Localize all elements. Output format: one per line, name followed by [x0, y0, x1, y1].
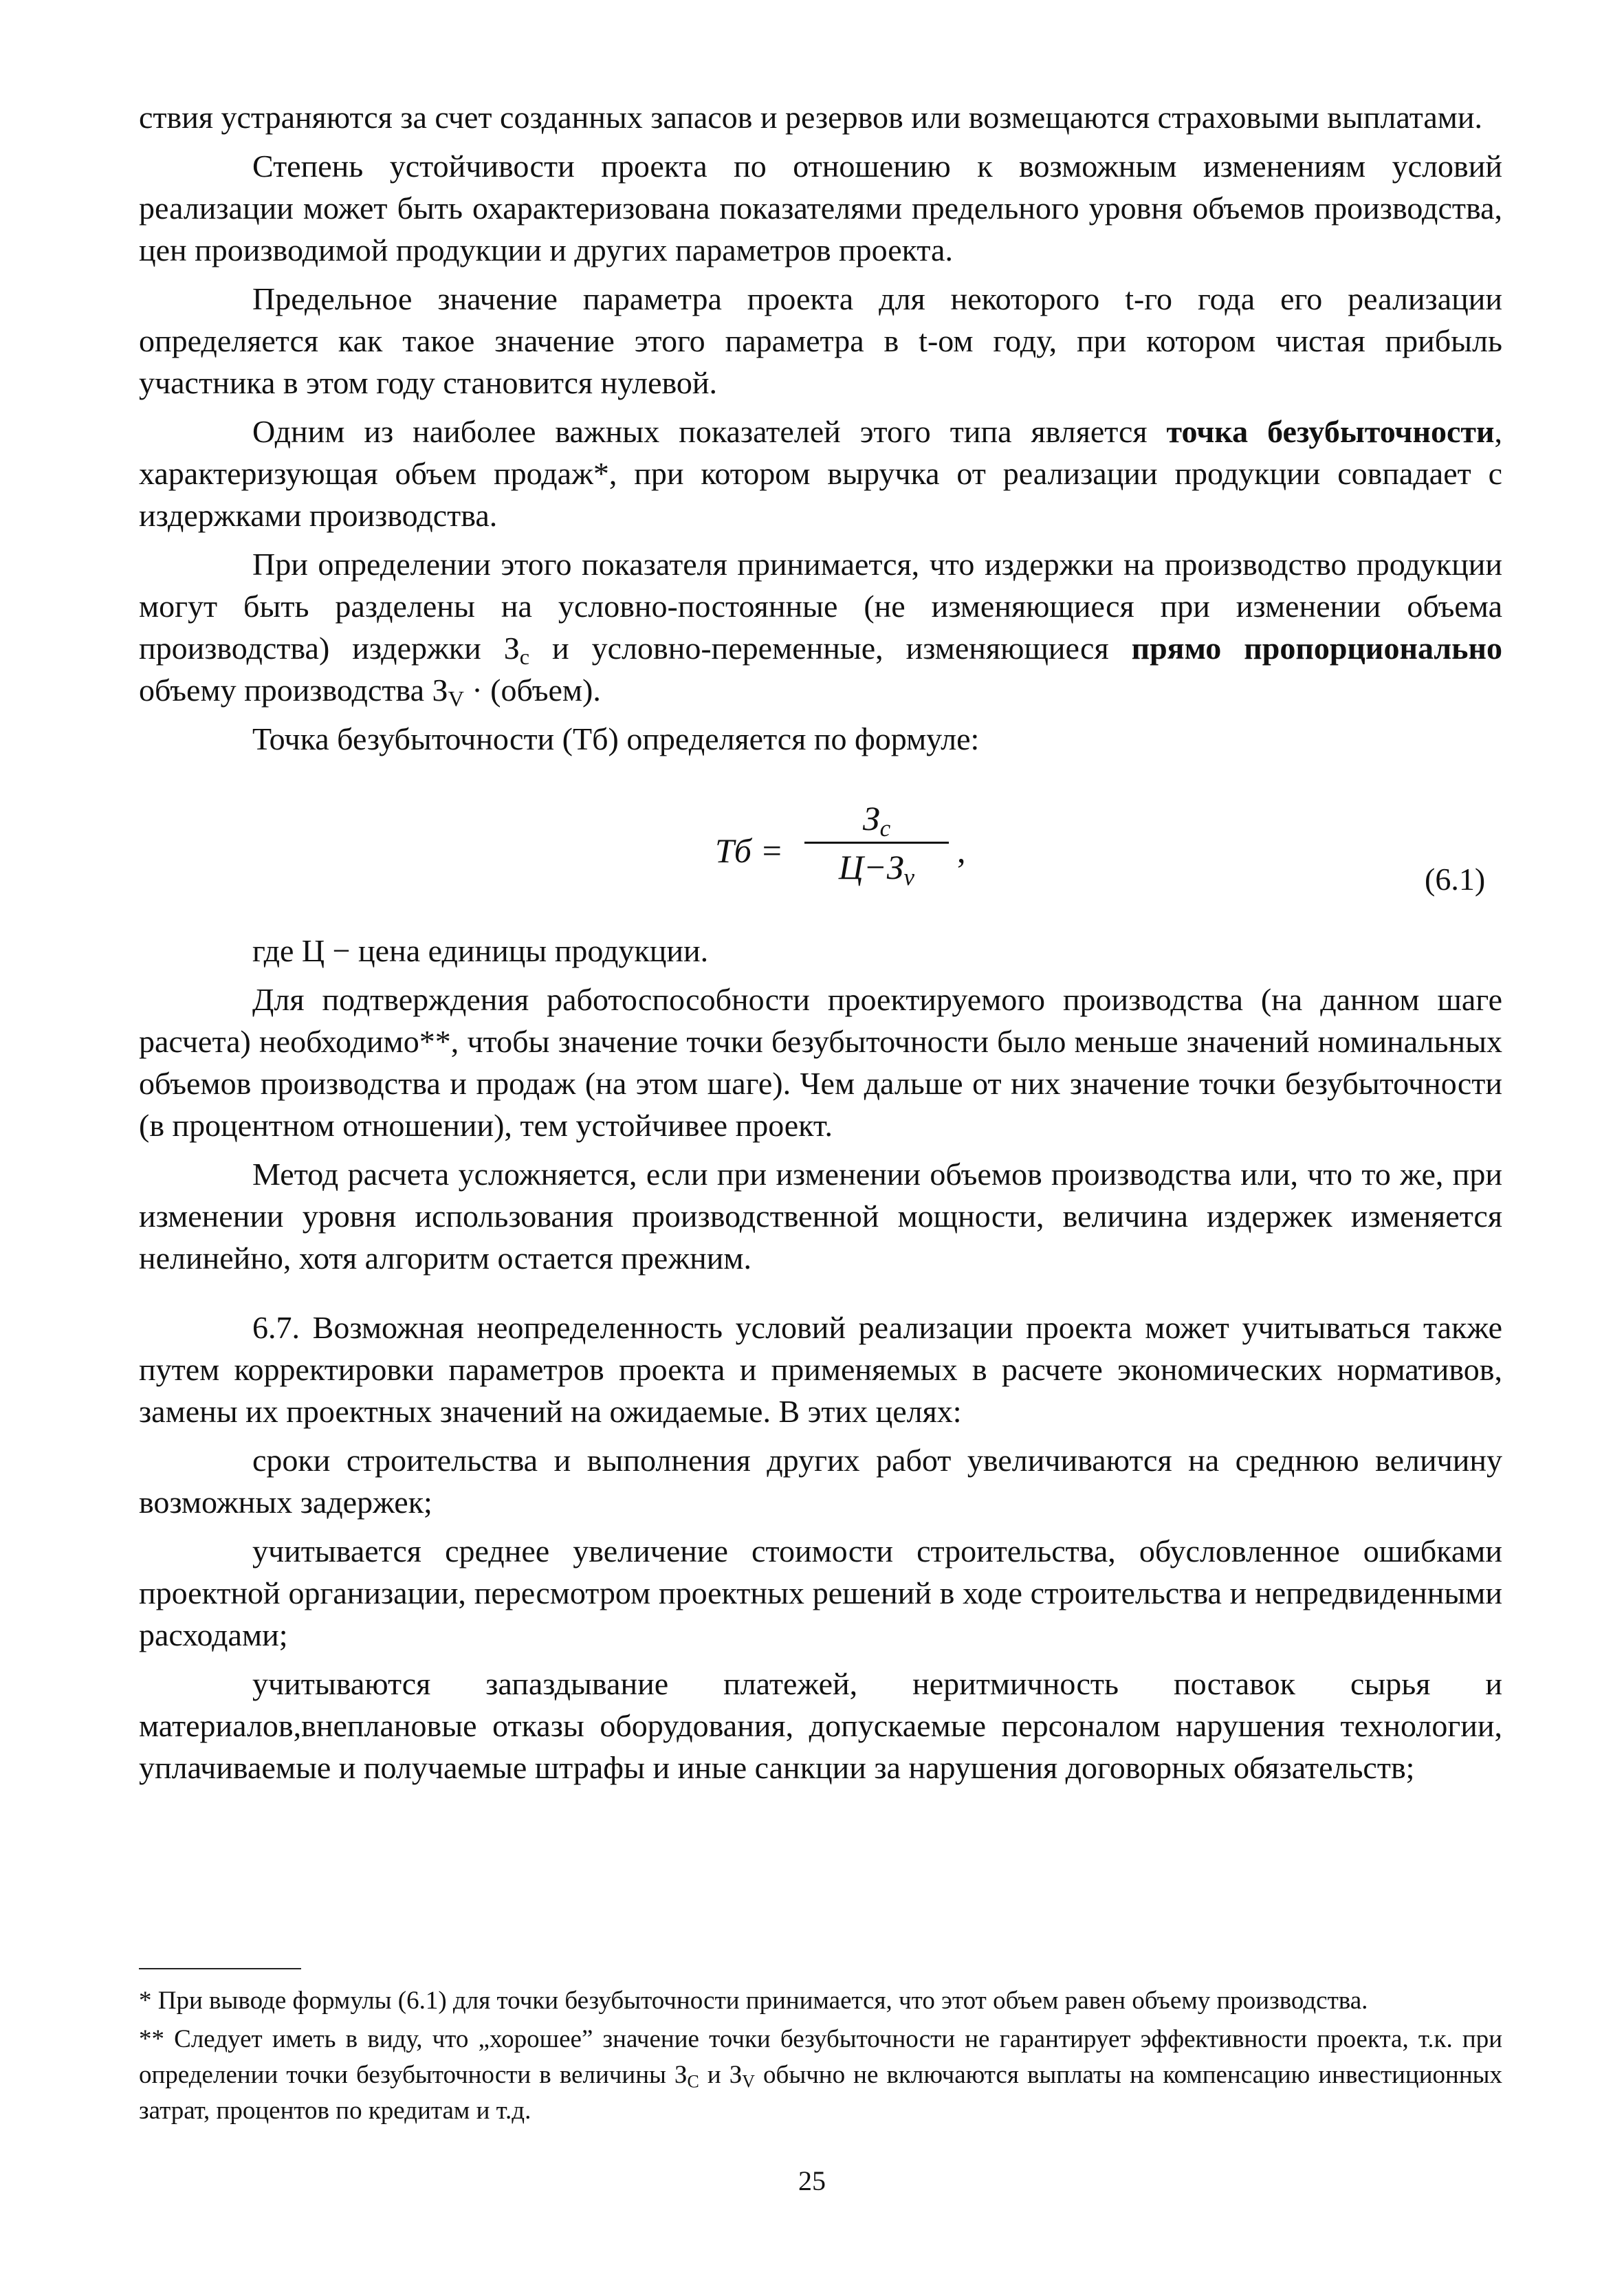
- section-6-7: 6.7. Возможная неопределенность условий реализации проекта может учитываться также путем корректировки параметров проекта и применяемых в расчете экономических нормативов, замены их проектных значений на ожидаемые. В этих целях:: [139, 1310, 1502, 1429]
- text-run: , характеризующая объем продаж*, при котором выручка от реализации продукции совпадает с издержками производства.: [139, 414, 1502, 533]
- footnote-divider: [139, 1968, 301, 1969]
- paragraph-confirmation: Для подтверждения работоспособности проектируемого производства (на данном шаге расчета) необходимо**, чтобы значение точки безубыточности было меньше значений номинальных объемов производства и продаж (на этом шаге). Чем дальше от них значение точки безубыточности (в процентном отношении), тем устойчивее проект.: [139, 982, 1502, 1143]
- subscript: c: [519, 644, 530, 670]
- paragraph-stability: Степень устойчивости проекта по отношению к возможным изменениям условий реализации может быть охарактеризована показателями предельного уровня объемов производства, цен производимой продукции и других параметров проекта.: [139, 149, 1502, 267]
- formula-denominator-text: Ц−З: [838, 848, 904, 886]
- subscript: С: [687, 2071, 699, 2092]
- fraction-bar: [804, 842, 949, 844]
- equation-number: (6.1): [1425, 862, 1486, 897]
- formula-denominator: [804, 846, 949, 888]
- text-run: и условно-переменные, изменяющиеся: [529, 631, 1132, 666]
- body-text-bottom: [139, 930, 1502, 1789]
- formula-numerator: [804, 798, 949, 842]
- paragraph-continuation: ствия устраняются за счет созданных запасов и резервов или возмещаются страховыми выплатами.: [139, 100, 1483, 135]
- bold-term: точка безубыточности: [1166, 414, 1495, 449]
- paragraph-price-definition: где Ц − цена единицы продукции.: [252, 933, 709, 968]
- text-run: и З: [699, 2061, 743, 2089]
- formula-numerator-sub: c: [879, 814, 891, 842]
- formula-denominator-sub: v: [903, 863, 915, 890]
- footnote-2: [139, 2022, 1502, 2129]
- text-run: объему производства З: [139, 673, 448, 708]
- formula-numerator-text: З: [862, 799, 880, 838]
- formula-comma: ,: [957, 831, 966, 870]
- footnote-1: * При выводе формулы (6.1) для точки безубыточности принимается, что этот объем равен объему производства.: [139, 1987, 1368, 2015]
- subscript: V: [448, 686, 464, 712]
- list-item: учитываются запаздывание платежей, неритмичность поставок сырья и материалов,внеплановые отказы оборудования, допускаемые персоналом нарушения технологии, уплачиваемые и получаемые штрафы и иные санкции за нарушения договорных обязательств;: [139, 1666, 1502, 1785]
- list-item: сроки строительства и выполнения других работ увеличиваются на среднюю величину возможных задержек;: [139, 1443, 1502, 1520]
- paragraph-formula-intro: Точка безубыточности (Тб) определяется по формуле:: [252, 721, 980, 756]
- body-text-top: [139, 96, 1502, 760]
- text-run: Одним из наиболее важных показателей этого типа является: [252, 414, 1167, 449]
- paragraph-breakeven-definition: [139, 411, 1502, 536]
- subscript: V: [742, 2071, 755, 2092]
- formula-lhs: Тб =: [715, 831, 784, 870]
- bold-term: прямо пропорционально: [1131, 631, 1502, 666]
- page-number: 25: [798, 2165, 826, 2196]
- paragraph-limit-value: Предельное значение параметра проекта для некоторого t-го года его реализации определяется как такое значение этого параметра в t-ом году, при котором чистая прибыль участника в этом году становится нулевой.: [139, 281, 1502, 400]
- footnotes: [139, 1983, 1502, 2132]
- paragraph-costs: [139, 543, 1502, 711]
- text-run: обычно не включаются выплаты на компенсацию инвестиционных затрат, процентов по кредитам и т.д.: [139, 2061, 1502, 2125]
- text-run: · (объем).: [463, 673, 601, 708]
- text-run: ** Следует иметь в виду, что „хорошее” значение точки безубыточности не гарантирует эффективности проекта, т.к. при определении точки безубыточности в величины З: [139, 2025, 1502, 2089]
- list-item: учитывается среднее увеличение стоимости строительства, обусловленное ошибками проектной организации, пересмотром проектных решений в ходе строительства и непредвиденными расходами;: [139, 1533, 1502, 1652]
- formula-fraction: [804, 798, 949, 888]
- text-run: При определении этого показателя принимается, что издержки на производство продукции могут быть разделены на условно-постоянные (не изменяющиеся при изменении объема производства) издержки З: [139, 547, 1502, 666]
- paragraph-method: Метод расчета усложняется, если при изменении объемов производства или, что то же, при изменении уровня использования производственной мощности, величина издержек изменяется нелинейно, хотя алгоритм остается прежним.: [139, 1157, 1502, 1276]
